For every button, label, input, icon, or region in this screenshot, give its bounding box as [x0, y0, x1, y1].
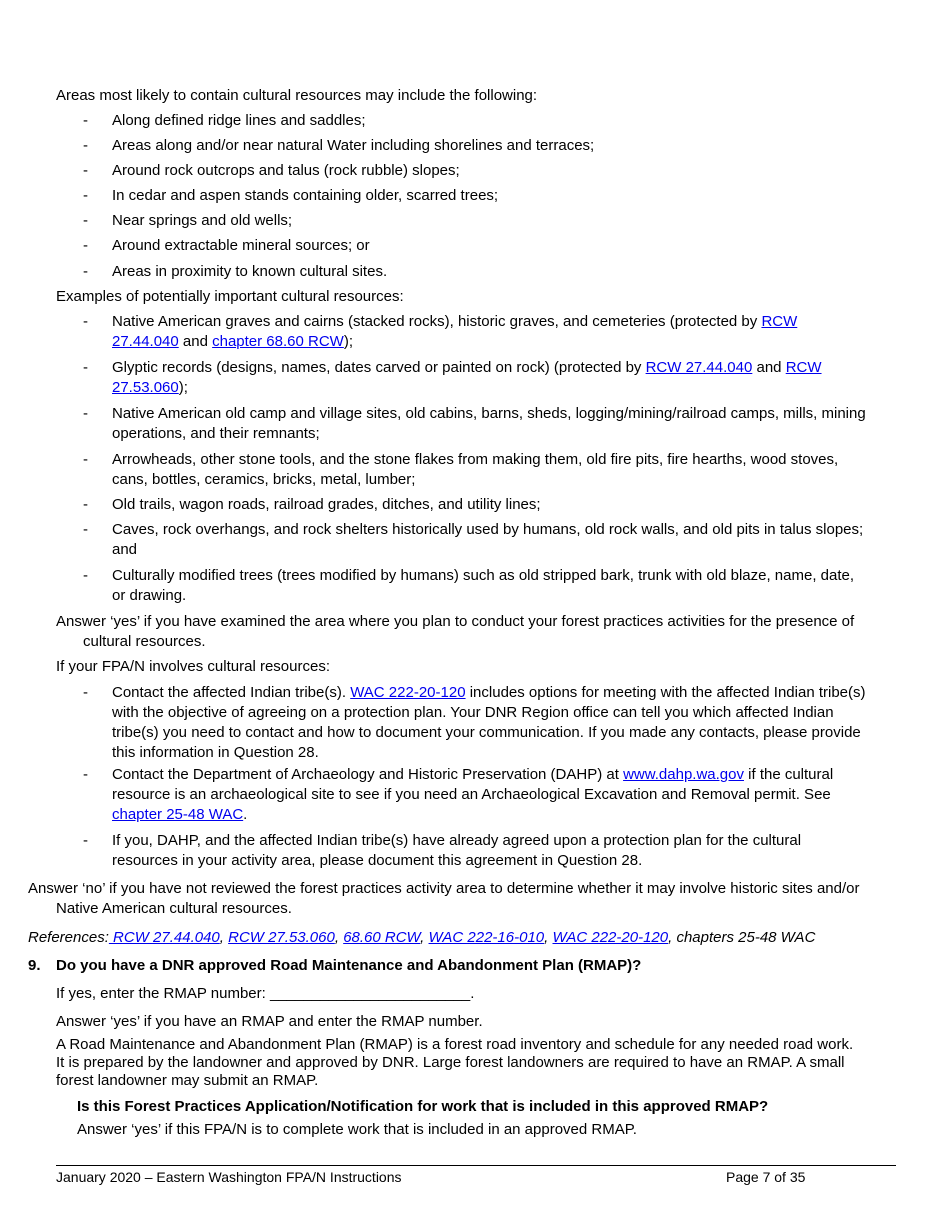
rmap-number-line: If yes, enter the RMAP number: ________________________. [56, 985, 475, 1002]
bullet-dash: - [83, 162, 88, 179]
answer-no-text-cont: Native American cultural resources. [56, 900, 292, 917]
example-item-arrowheads-cont: cans, bottles, ceramics, bricks, metal, lumber; [112, 471, 416, 488]
involves-item-agreement-cont: resources in your activity area, please document this agreement in Question 28. [112, 852, 643, 869]
list-item: Along defined ridge lines and saddles; [112, 112, 366, 129]
footer-divider [56, 1165, 896, 1166]
link-ref-rcw-27-44-040[interactable]: RCW 27.44.040 [108, 929, 220, 946]
example-item-camps: Native American old camp and village sites, old cabins, barns, sheds, logging/mining/railroad camps, mills, mining [112, 405, 866, 422]
involves-item-tribes: Contact the affected Indian tribe(s). WAC 222-20-120 includes options for meeting with the affected Indian tribe(s) [112, 684, 866, 701]
link-chapter-25-48-wac[interactable]: chapter 25-48 WAC [112, 806, 244, 823]
examples-intro: Examples of potentially important cultural resources: [56, 288, 404, 305]
bullet-dash: - [83, 496, 88, 513]
question-heading: Do you have a DNR approved Road Maintenance and Abandonment Plan (RMAP)? [56, 957, 642, 974]
bullet-dash: - [83, 359, 88, 376]
example-item-glyptic: Glyptic records (designs, names, dates carved or painted on rock) (protected by RCW 27.44.040 and RCW [112, 359, 822, 376]
example-item-arrowheads: Arrowheads, other stone tools, and the stone flakes from making them, old fire pits, fire hearths, wood stoves, [112, 451, 839, 468]
sub-question-answer: Answer ‘yes’ if this FPA/N is to complete work that is included in an approved RMAP. [77, 1121, 637, 1138]
rmap-answer-yes: Answer ‘yes’ if you have an RMAP and enter the RMAP number. [56, 1013, 483, 1030]
bullet-dash: - [83, 766, 88, 783]
involves-item-tribes-cont: this information in Question 28. [112, 744, 319, 761]
link-rcw-27-44-040[interactable]: RCW 27.44.040 [645, 359, 753, 376]
link-rcw-27-53-060-cont[interactable]: 27.53.060 [112, 379, 179, 396]
bullet-dash: - [83, 112, 88, 129]
example-item-caves-cont: and [112, 541, 138, 558]
link-ref-rcw-27-53-060[interactable]: RCW 27.53.060 [228, 929, 335, 946]
bullet-dash: - [83, 832, 88, 849]
rmap-description-cont: It is prepared by the landowner and approved by DNR. Large forest landowners are required to have an RMAP. A small [56, 1054, 845, 1071]
link-rcw-27-44-040[interactable]: RCW [761, 313, 798, 330]
bullet-dash: - [83, 212, 88, 229]
example-item-trails: Old trails, wagon roads, railroad grades, ditches, and utility lines; [112, 496, 541, 513]
areas-intro: Areas most likely to contain cultural resources may include the following: [56, 87, 538, 104]
bullet-dash: - [83, 313, 88, 330]
bullet-dash: - [83, 263, 88, 280]
involves-intro: If your FPA/N involves cultural resources: [56, 658, 330, 675]
sub-question-heading: Is this Forest Practices Application/Notification for work that is included in this approved RMAP? [77, 1098, 769, 1115]
answer-yes-text-cont: cultural resources. [83, 633, 206, 650]
involves-item-dahp: Contact the Department of Archaeology and Historic Preservation (DAHP) at www.dahp.wa.gov if the cultural [112, 766, 834, 783]
footer-title: January 2020 – Eastern Washington FPA/N Instructions [56, 1169, 402, 1185]
involves-item-tribes-cont: with the objective of agreeing on a protection plan. Your DNR Region office can tell you which affected Indian [112, 704, 834, 721]
bullet-dash: - [83, 451, 88, 468]
link-rcw-27-44-040-cont[interactable]: 27.44.040 [112, 333, 179, 350]
link-ref-wac-222-20-120[interactable]: WAC 222-20-120 [552, 929, 669, 946]
bullet-dash: - [83, 237, 88, 254]
bullet-dash: - [83, 137, 88, 154]
list-item: Near springs and old wells; [112, 212, 293, 229]
example-item-caves: Caves, rock overhangs, and rock shelters historically used by humans, old rock walls, and old pits in talus slopes; [112, 521, 864, 538]
rmap-description: A Road Maintenance and Abandonment Plan (RMAP) is a forest road inventory and schedule for any needed road work. [56, 1036, 854, 1053]
bullet-dash: - [83, 567, 88, 584]
bullet-dash: - [83, 684, 88, 701]
list-item: Areas along and/or near natural Water including shorelines and terraces; [112, 137, 595, 154]
references-line: References: RCW 27.44.040, RCW 27.53.060, 68.60 RCW, WAC 222-16-010, WAC 222-20-120, chapters 25-48 WAC [28, 929, 816, 946]
link-ref-68-60-rcw[interactable]: 68.60 RCW [343, 929, 421, 946]
list-item: Around extractable mineral sources; or [112, 237, 370, 254]
bullet-dash: - [83, 405, 88, 422]
involves-item-dahp-cont: resource is an archaeological site to see if you need an Archaeological Excavation and Removal permit. See [112, 786, 831, 803]
link-wac-222-20-120[interactable]: WAC 222-20-120 [350, 684, 466, 701]
example-item-camps-cont: operations, and their remnants; [112, 425, 320, 442]
bullet-dash: - [83, 187, 88, 204]
involves-item-agreement: If you, DAHP, and the affected Indian tribe(s) have already agreed upon a protection plan for the cultural [112, 832, 802, 849]
list-item: In cedar and aspen stands containing older, scarred trees; [112, 187, 499, 204]
bullet-dash: - [83, 521, 88, 538]
rmap-description-cont: forest landowner may submit an RMAP. [56, 1072, 319, 1089]
question-number: 9. [28, 957, 41, 974]
involves-item-tribes-cont: tribe(s) you need to contact and how to document your communication. If you made any contacts, please provide [112, 724, 861, 741]
example-item-trees: Culturally modified trees (trees modified by humans) such as old stripped bark, trunk with old blaze, name, date, [112, 567, 855, 584]
answer-yes-text: Answer ‘yes’ if you have examined the area where you plan to conduct your forest practices activities for the presence of [56, 613, 855, 630]
example-item-trees-cont: or drawing. [112, 587, 187, 604]
link-rcw-27-53-060[interactable]: RCW [785, 359, 822, 376]
footer-page-number: Page 7 of 35 [726, 1169, 806, 1185]
answer-no-text: Answer ‘no’ if you have not reviewed the forest practices activity area to determine whether it may involve historic sites and/or [28, 880, 860, 897]
list-item: Around rock outcrops and talus (rock rubble) slopes; [112, 162, 460, 179]
example-item-graves: Native American graves and cairns (stacked rocks), historic graves, and cemeteries (protected by RCW [112, 313, 798, 330]
link-chapter-68-60-rcw[interactable]: chapter 68.60 RCW [212, 333, 344, 350]
example-item-glyptic-cont: 27.53.060); [112, 379, 188, 396]
involves-item-dahp-cont: chapter 25-48 WAC. [112, 806, 248, 823]
list-item: Areas in proximity to known cultural sites. [112, 263, 388, 280]
link-ref-wac-222-16-010[interactable]: WAC 222-16-010 [428, 929, 545, 946]
link-dahp-website[interactable]: www.dahp.wa.gov [623, 766, 744, 783]
example-item-graves-cont: 27.44.040 and chapter 68.60 RCW); [112, 333, 354, 350]
